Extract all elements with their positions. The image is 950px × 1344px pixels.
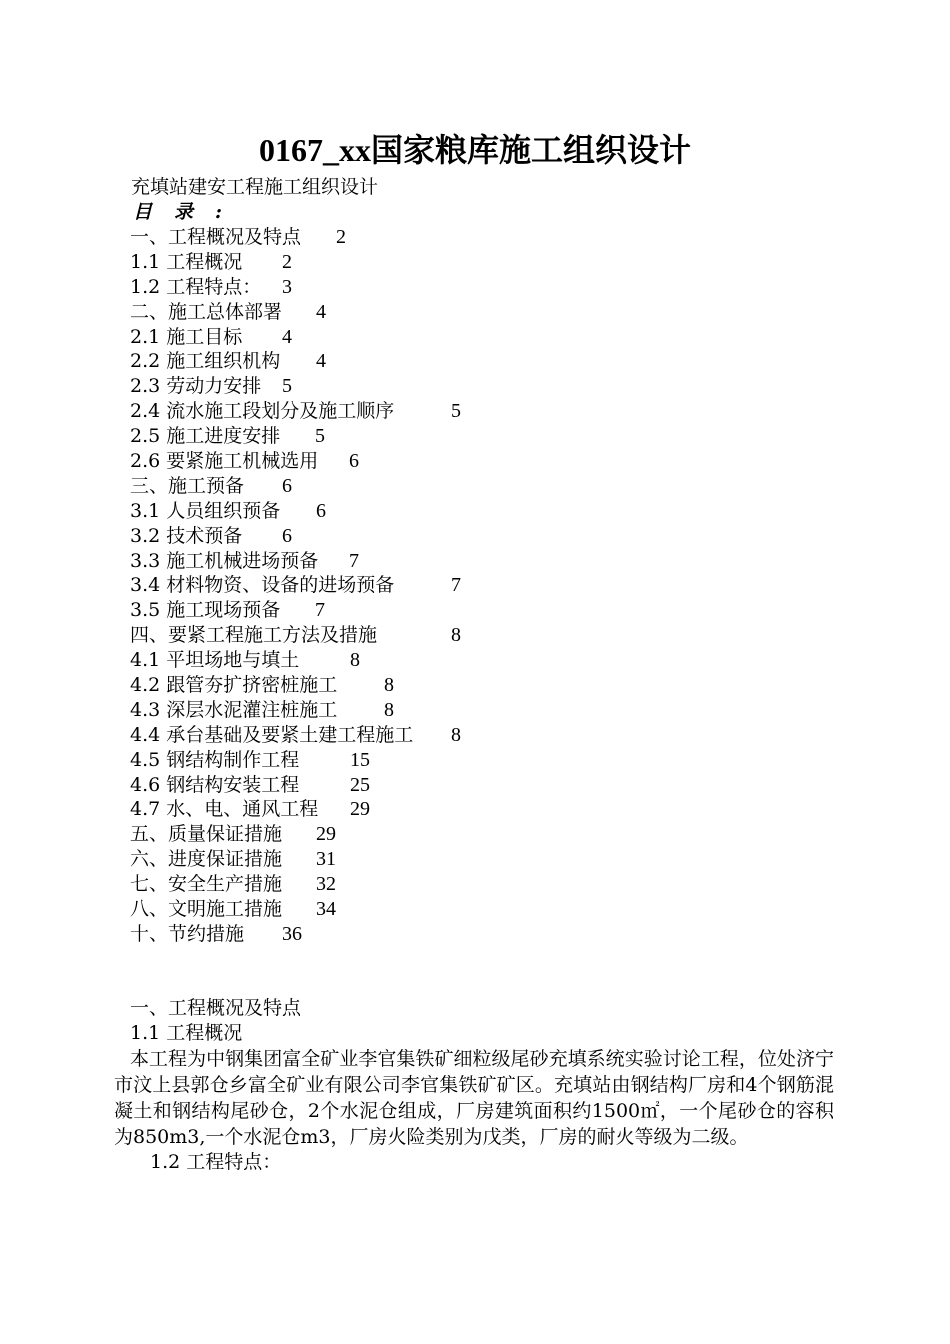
toc-heading: 目录: [133, 201, 245, 223]
toc-entry [130, 250, 461, 275]
section-heading: 一、工程概况及特点 [130, 997, 302, 1019]
toc-entry-page: 7 [451, 574, 461, 597]
toc-entry-text: 3.2 技术预备 [130, 524, 243, 547]
toc-entry-page: 31 [316, 848, 336, 871]
toc-entry [130, 723, 461, 748]
toc-entry [130, 623, 461, 648]
toc-entry-text: 2.3 劳动力安排 [130, 375, 262, 398]
toc-entry [130, 872, 461, 897]
toc-entry [130, 325, 461, 350]
toc-entry-page: 8 [384, 698, 394, 721]
toc-entry [130, 300, 461, 325]
toc-entry-page: 4 [282, 325, 292, 348]
toc-entry-page: 8 [451, 624, 461, 647]
toc-entry-text: 4.7 水、电、通风工程 [130, 798, 319, 821]
toc-entry-page: 7 [349, 549, 359, 572]
toc-entry-page: 7 [315, 599, 325, 622]
toc-entry-text: 2.4 流水施工段划分及施工顺序 [130, 400, 395, 423]
toc-entry [130, 897, 461, 922]
toc-entry-page: 5 [451, 400, 461, 423]
toc-entry-text: 三、施工预备 [130, 474, 245, 497]
subsection-heading: 1.2 工程特点： [150, 1151, 282, 1173]
toc-entry [130, 499, 461, 524]
table-of-contents [130, 225, 461, 947]
toc-entry [130, 598, 461, 623]
toc-entry-text: 七、安全生产措施 [130, 873, 283, 896]
toc-entry [130, 424, 461, 449]
toc-entry [130, 549, 461, 574]
toc-entry-page: 5 [315, 425, 325, 448]
toc-entry [130, 573, 461, 598]
toc-entry-text: 八、文明施工措施 [130, 898, 283, 921]
toc-entry [130, 822, 461, 847]
toc-entry-page: 25 [350, 773, 370, 796]
toc-entry [130, 847, 461, 872]
toc-entry [130, 474, 461, 499]
toc-entry-text: 4.6 钢结构安装工程 [130, 773, 300, 796]
toc-entry-text: 4.3 深层水泥灌注桩施工 [130, 698, 338, 721]
subsection-heading: 1.1 工程概况 [130, 1022, 243, 1044]
toc-entry [130, 225, 461, 250]
toc-entry-page: 29 [316, 823, 336, 846]
toc-entry-text: 1.1 工程概况 [130, 250, 243, 273]
toc-entry-page: 6 [282, 524, 292, 547]
toc-entry-page: 15 [350, 748, 370, 771]
toc-entry [130, 524, 461, 549]
toc-entry [130, 374, 461, 399]
toc-entry-page: 8 [384, 674, 394, 697]
toc-entry-page: 8 [451, 723, 461, 746]
toc-entry-text: 六、进度保证措施 [130, 848, 283, 871]
body-paragraph: 本工程为中钢集团富全矿业李官集铁矿细粒级尾砂充填系统实验讨论工程，位处济宁市汶上县郭仓乡富全矿业有限公司李官集铁矿矿区。充填站由钢结构厂房和4个钢筋混凝土和钢结构尾砂仓，2个水泥仓组成，厂房建筑面积约1500㎡，一个尾砂仓的容积为850m3,一个水泥仓m3，厂房火险类别为戊类，厂房的耐火等级为二级。 [114, 1048, 834, 1148]
toc-entry-page: 29 [350, 798, 370, 821]
toc-entry-page: 4 [316, 300, 326, 323]
toc-entry-text: 二、施工总体部署 [130, 300, 283, 323]
toc-entry-text: 3.5 施工现场预备 [130, 599, 281, 622]
toc-entry-text: 4.1 平坦场地与填土 [130, 649, 300, 672]
document-body [114, 996, 834, 1175]
toc-entry-text: 2.5 施工进度安排 [130, 425, 281, 448]
toc-entry-page: 34 [316, 898, 336, 921]
toc-entry-page: 8 [350, 649, 360, 672]
toc-entry [130, 399, 461, 424]
toc-entry-text: 1.2 工程特点： [130, 275, 262, 298]
document-title: 0167_xx国家粮库施工组织设计 [258, 132, 691, 168]
toc-entry [130, 922, 461, 947]
toc-entry [130, 773, 461, 798]
toc-entry-page: 2 [336, 226, 346, 248]
document-subtitle: 充填站建安工程施工组织设计 [131, 176, 379, 198]
toc-entry-text: 一、工程概况及特点 [130, 226, 302, 248]
toc-entry-page: 3 [282, 275, 292, 298]
toc-entry [130, 673, 461, 698]
toc-entry-text: 四、要紧工程施工方法及措施 [130, 624, 378, 647]
toc-entry-page: 6 [282, 474, 292, 497]
toc-entry-text: 4.5 钢结构制作工程 [130, 748, 300, 771]
toc-entry-text: 3.1 人员组织预备 [130, 499, 281, 522]
toc-entry-page: 6 [316, 499, 326, 522]
toc-entry-text: 3.3 施工机械进场预备 [130, 549, 319, 572]
toc-entry-text: 2.6 要紧施工机械选用 [130, 450, 319, 473]
toc-entry-text: 十、节约措施 [130, 922, 245, 945]
toc-entry-text: 2.2 施工组织机构 [130, 350, 281, 373]
toc-entry-page: 4 [316, 350, 326, 373]
toc-entry-text: 2.1 施工目标 [130, 325, 243, 348]
toc-entry [130, 275, 461, 300]
toc-entry-text: 4.2 跟管夯扩挤密桩施工 [130, 674, 338, 697]
toc-entry-text: 4.4 承台基础及要紧土建工程施工 [130, 723, 414, 746]
toc-entry [130, 698, 461, 723]
toc-entry [130, 449, 461, 474]
toc-entry-page: 5 [282, 375, 292, 398]
toc-entry [130, 797, 461, 822]
toc-entry-text: 五、质量保证措施 [130, 823, 283, 846]
toc-entry [130, 748, 461, 773]
toc-entry-page: 2 [282, 250, 292, 273]
toc-entry-text: 3.4 材料物资、设备的进场预备 [130, 574, 395, 597]
toc-entry [130, 349, 461, 374]
toc-entry-page: 32 [316, 873, 336, 896]
toc-entry [130, 648, 461, 673]
toc-entry-page: 36 [282, 922, 302, 945]
toc-entry-page: 6 [349, 450, 359, 473]
